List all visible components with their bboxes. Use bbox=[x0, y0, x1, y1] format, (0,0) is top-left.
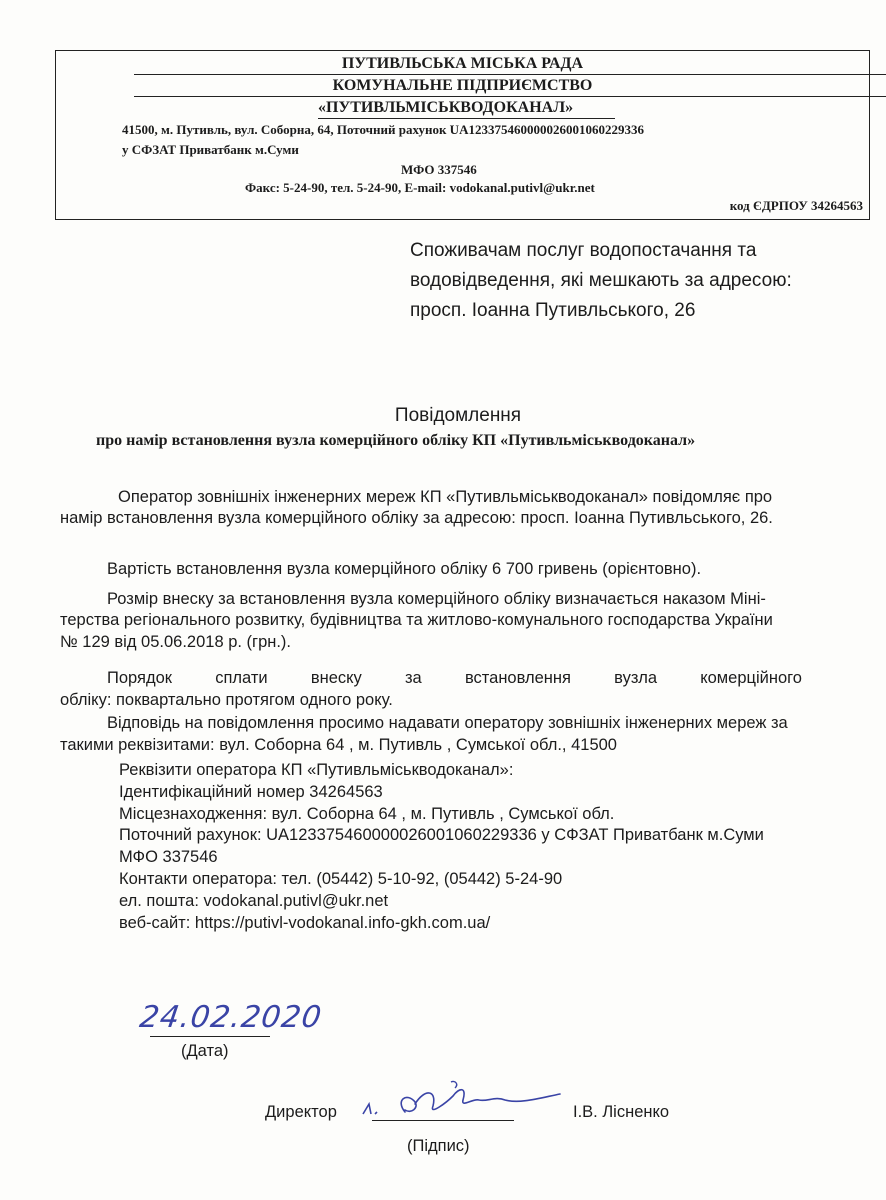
director-name: І.В. Лісненко bbox=[573, 1103, 670, 1121]
recipient-block bbox=[410, 236, 792, 326]
enterprise-type: КОМУНАЛЬНЕ ПІДПРИЄМСТВО bbox=[332, 77, 593, 94]
paragraph-line: Вартість встановлення вузла комерційного обліку 6 700 гривень (орієнтовно). bbox=[107, 560, 702, 578]
requisite-line: Місцезнаходження: вул. Соборна 64 , м. Путивль , Сумської обл. bbox=[119, 804, 615, 823]
council-name: ПУТИВЛЬСЬКА МІСЬКА РАДА bbox=[341, 55, 584, 72]
requisite-line: ел. пошта: vodokanal.putivl@ukr.net bbox=[119, 891, 389, 910]
notice-subtitle: про намір встановлення вузла комерційного обліку КП «Путивльміськводоканал» bbox=[96, 432, 696, 449]
letterhead-box bbox=[55, 50, 870, 220]
requisite-line: Ідентифікаційний номер 34264563 bbox=[119, 782, 383, 801]
paragraph-line: Розмір внеску за встановлення вузла комерційного обліку визначається наказом Міні- bbox=[107, 590, 766, 608]
date-caption: (Дата) bbox=[181, 1042, 229, 1060]
paragraph-line: Оператор зовнішніх інженерних мереж КП «Путивльміськводоканал» повідомляє про bbox=[118, 488, 773, 506]
paragraph-word: встановлення bbox=[464, 669, 571, 687]
paragraph-line: такими реквізитами: вул. Соборна 64 , м. Путивль , Сумської обл., 41500 bbox=[60, 736, 617, 754]
bank-line: у СФЗАТ Приватбанк м.Суми bbox=[122, 142, 299, 157]
address-line: 41500, м. Путивль, вул. Соборна, 64, Поточний рахунок UA123375460000026001060229336 bbox=[122, 122, 644, 137]
paragraph-word: Порядок bbox=[107, 669, 172, 687]
paragraph-line: терства регіонального розвитку, будівництва та житлово-комунального господарства України bbox=[60, 611, 773, 629]
letterhead-rule bbox=[318, 118, 615, 119]
requisite-line: Поточний рахунок: UA123375460000026001060229336 у СФЗАТ Приватбанк м.Суми bbox=[119, 826, 764, 845]
director-label: Директор bbox=[265, 1103, 337, 1121]
date-underline bbox=[150, 1036, 270, 1037]
signature-caption: (Підпис) bbox=[407, 1137, 470, 1155]
requisite-line: Контакти оператора: тел. (05442) 5-10-92, (05442) 5-24-90 bbox=[119, 869, 563, 888]
paragraph-word: вузла bbox=[614, 669, 658, 687]
handwritten-date: 24.02.2020 bbox=[137, 1000, 325, 1035]
recipient-line: Споживачам послуг водопостачання та bbox=[410, 240, 757, 261]
requisites-block bbox=[119, 760, 764, 934]
paragraph-word: комерційного bbox=[700, 669, 802, 687]
enterprise-name: «ПУТИВЛЬМІСЬКВОДОКАНАЛ» bbox=[318, 99, 574, 116]
paragraph-word: внеску bbox=[310, 669, 362, 687]
paragraph-word: за bbox=[404, 669, 422, 687]
letterhead-rule bbox=[134, 74, 886, 75]
requisite-line: Реквізити оператора КП «Путивльміськводоканал»: bbox=[119, 761, 514, 779]
paragraph-line: № 129 від 05.06.2018 р. (грн.). bbox=[60, 633, 292, 651]
paragraph-word: сплати bbox=[215, 669, 268, 687]
notice-title: Повідомлення bbox=[394, 405, 522, 426]
requisite-line: МФО 337546 bbox=[119, 848, 218, 867]
contacts-line: Факс: 5-24-90, тел. 5-24-90, E-mail: vodokanal.putivl@ukr.net bbox=[245, 180, 595, 195]
paragraph-line: Відповідь на повідомлення просимо надавати оператору зовнішніх інженерних мереж за bbox=[107, 714, 788, 732]
recipient-line: водовідведення, які мешкають за адресою: bbox=[410, 270, 792, 291]
requisite-line: веб-сайт: https://putivl-vodokanal.info-gkh.com.ua/ bbox=[119, 913, 491, 932]
letterhead-rule bbox=[134, 96, 886, 97]
signature-underline bbox=[372, 1120, 514, 1121]
paragraph-line: обліку: поквартально протягом одного року. bbox=[60, 691, 393, 709]
mfo-line: МФО 337546 bbox=[401, 162, 477, 177]
recipient-line: просп. Іоанна Путивльського, 26 bbox=[410, 300, 696, 321]
justified-line bbox=[107, 668, 802, 689]
paragraph-line: намір встановлення вузла комерційного обліку за адресою: просп. Іоанна Путивльського, 26. bbox=[60, 509, 773, 527]
edrpou-line: код ЄДРПОУ 34264563 bbox=[729, 198, 863, 213]
